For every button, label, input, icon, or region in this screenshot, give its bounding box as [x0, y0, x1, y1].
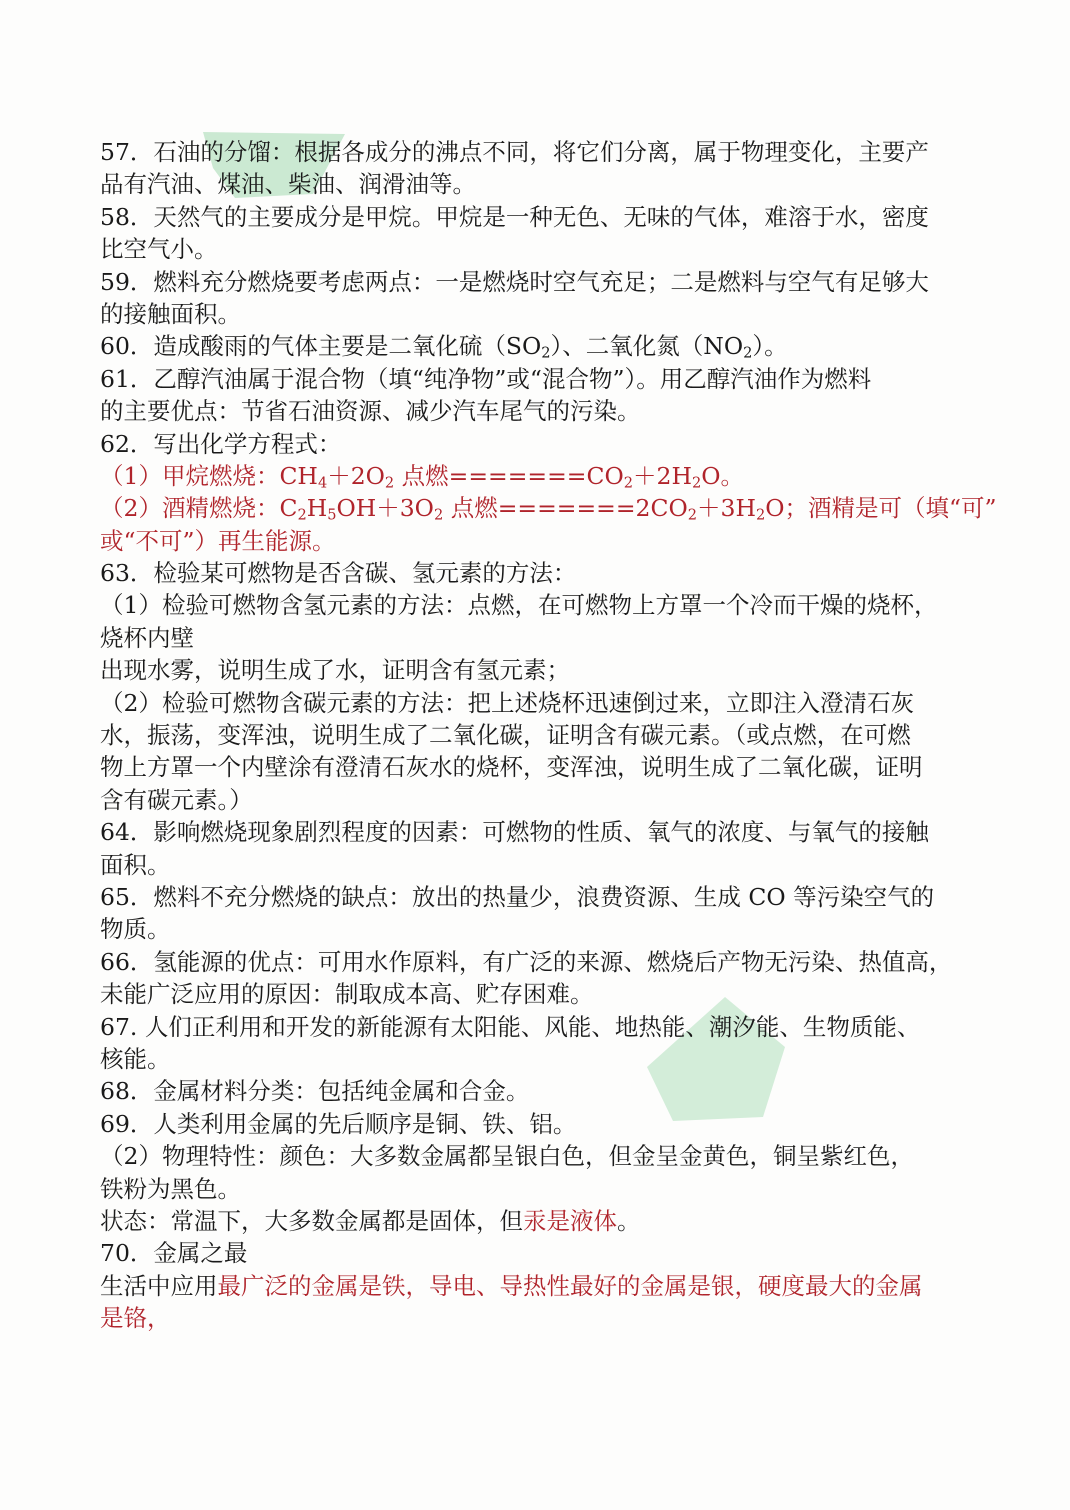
text-segment: 品有汽油、煤油、柴油、润滑油等。 — [100, 170, 476, 199]
text-line — [100, 460, 980, 492]
text-segment: 63．检验某可燃物是否含碳、氢元素的方法： — [100, 559, 577, 588]
text-segment: ＋2H — [633, 461, 692, 490]
text-segment: 或“不可”）再生能源。 — [100, 526, 336, 555]
text-segment: OH＋3O — [336, 494, 434, 523]
subscript: 2 — [691, 474, 702, 492]
text-segment: 汞是液体 — [523, 1206, 617, 1235]
text-line — [100, 428, 980, 460]
text-line — [100, 492, 997, 524]
text-segment: O。 — [701, 461, 745, 490]
text-segment: （1）甲烷燃烧：CH — [100, 461, 318, 490]
text-segment: ＋2O — [327, 461, 385, 490]
text-segment: 最广泛的金属是铁，导电、导热性最好的金属是银，硬度最大的金属 — [217, 1271, 923, 1300]
text-line — [100, 946, 980, 978]
text-segment: 比空气小。 — [100, 235, 218, 264]
text-line — [100, 849, 980, 881]
text-segment: 57．石油的分馏：根据各成分的沸点不同，将它们分离，属于物理变化，主要产 — [100, 138, 929, 166]
text-line — [100, 363, 980, 395]
text-segment: 状态：常温下，大多数金属都是固体，但 — [100, 1206, 523, 1235]
text-segment: 68．金属材料分类：包括纯金属和合金。 — [100, 1077, 530, 1106]
text-segment: 的接触面积。 — [100, 299, 241, 328]
text-line — [100, 330, 980, 362]
text-segment: （2）检验可燃物含碳元素的方法：把上述烧杯迅速倒过来，立即注入澄清石灰 — [100, 688, 914, 717]
subscript: 2 — [297, 506, 307, 524]
text-line — [100, 1011, 980, 1043]
text-segment: ＋3H — [697, 494, 756, 523]
subscript: 2 — [743, 344, 753, 362]
text-line — [100, 589, 980, 621]
text-segment: 含有碳元素。） — [100, 785, 253, 814]
text-segment: 62．写出化学方程式： — [100, 429, 342, 458]
text-line — [100, 298, 980, 330]
text-segment: 物上方罩一个内壁涂有澄清石灰水的烧杯，变浑浊，说明生成了二氧化碳，证明 — [100, 753, 923, 782]
text-line — [100, 1043, 980, 1075]
text-line — [100, 687, 980, 719]
subscript: 2 — [384, 474, 395, 492]
text-line — [100, 719, 980, 751]
text-segment: 出现水雾，说明生成了水，证明含有氢元素； — [100, 656, 570, 685]
text-line — [100, 1075, 980, 1107]
text-segment: 核能。 — [100, 1044, 171, 1073]
text-segment: H — [306, 494, 328, 523]
text-segment: 生活中应用 — [100, 1271, 218, 1300]
study-notes-body — [100, 136, 997, 1334]
text-line — [100, 233, 980, 265]
subscript: 2 — [541, 344, 551, 362]
text-segment: 铁粉为黑色。 — [100, 1174, 241, 1203]
text-segment: 点燃=======2CO — [443, 494, 688, 523]
subscript: 5 — [327, 506, 337, 524]
text-segment: （2）酒精燃烧：C — [100, 494, 298, 523]
text-segment: 水，振荡，变浑浊，说明生成了二氧化碳，证明含有碳元素。（或点燃，在可燃 — [100, 721, 911, 750]
text-line — [100, 525, 980, 557]
text-line — [100, 816, 980, 848]
text-segment: （1）检验可燃物含氢元素的方法：点燃，在可燃物上方罩一个冷而干燥的烧杯， — [100, 591, 938, 620]
text-line — [100, 1302, 980, 1334]
text-segment: 面积。 — [100, 850, 171, 879]
text-line — [100, 1173, 980, 1205]
text-line — [100, 913, 980, 945]
text-segment: ）、二氧化氮（NO — [550, 332, 744, 361]
text-segment: （2）物理特性：颜色：大多数金属都呈银白色，但金呈金黄色，铜呈紫红色， — [100, 1142, 914, 1171]
text-segment: 67. 人们正利用和开发的新能源有太阳能、风能、地热能、潮汐能、生物质能、 — [100, 1012, 921, 1041]
text-segment: 65．燃料不充分燃烧的缺点：放出的热量少，浪费资源、生成 CO 等污染空气的 — [100, 882, 935, 911]
text-line — [100, 1270, 980, 1302]
text-line — [100, 881, 980, 913]
text-segment: 烧杯内壁 — [100, 623, 194, 652]
text-line — [100, 654, 980, 686]
text-line — [100, 622, 980, 654]
text-line — [100, 557, 980, 589]
text-segment: 59．燃料充分燃烧要考虑两点：一是燃烧时空气充足；二是燃料与空气有足够大 — [100, 267, 929, 296]
text-segment: 未能广泛应用的原因：制取成本高、贮存困难。 — [100, 980, 594, 1009]
subscript: 2 — [755, 506, 766, 524]
text-segment: 58．天然气的主要成分是甲烷。甲烷是一种无色、无味的气体，难溶于水，密度 — [100, 202, 929, 231]
text-segment: 点燃=======CO — [394, 461, 624, 490]
text-line — [100, 751, 980, 783]
text-segment: 64．影响燃烧现象剧烈程度的因素：可燃物的性质、氧气的浓度、与氧气的接触 — [100, 818, 929, 847]
text-line — [100, 201, 980, 233]
text-segment: 物质。 — [100, 915, 171, 944]
text-line — [100, 1108, 980, 1140]
text-line — [100, 266, 980, 298]
text-segment: 是铬， — [100, 1304, 171, 1333]
text-line — [100, 136, 980, 168]
subscript: 2 — [687, 506, 697, 524]
text-segment: 的主要优点：节省石油资源、减少汽车尾气的污染。 — [100, 397, 641, 426]
text-segment: 61．乙醇汽油属于混合物（填“纯净物”或“混合物”）。用乙醇汽油作为燃料 — [100, 364, 872, 393]
subscript: 4 — [317, 474, 328, 492]
text-line — [100, 978, 980, 1010]
text-segment: 70．金属之最 — [100, 1239, 248, 1268]
text-segment: 66．氢能源的优点：可用水作原料，有广泛的来源、燃烧后产物无污染、热值高， — [100, 947, 953, 976]
text-segment: 60．造成酸雨的气体主要是二氧化硫（SO — [100, 332, 542, 361]
subscript: 2 — [623, 474, 634, 492]
text-segment: O；酒精是可（填“可” — [765, 494, 997, 523]
text-line — [100, 784, 980, 816]
text-segment: 69．人类利用金属的先后顺序是铜、铁、铝。 — [100, 1109, 577, 1138]
text-line — [100, 168, 980, 200]
text-line — [100, 1205, 980, 1237]
text-line — [100, 1237, 980, 1269]
text-line — [100, 395, 980, 427]
text-segment: 。 — [617, 1206, 641, 1235]
text-line — [100, 1140, 980, 1172]
subscript: 2 — [433, 506, 444, 524]
text-segment: ）。 — [752, 332, 788, 361]
